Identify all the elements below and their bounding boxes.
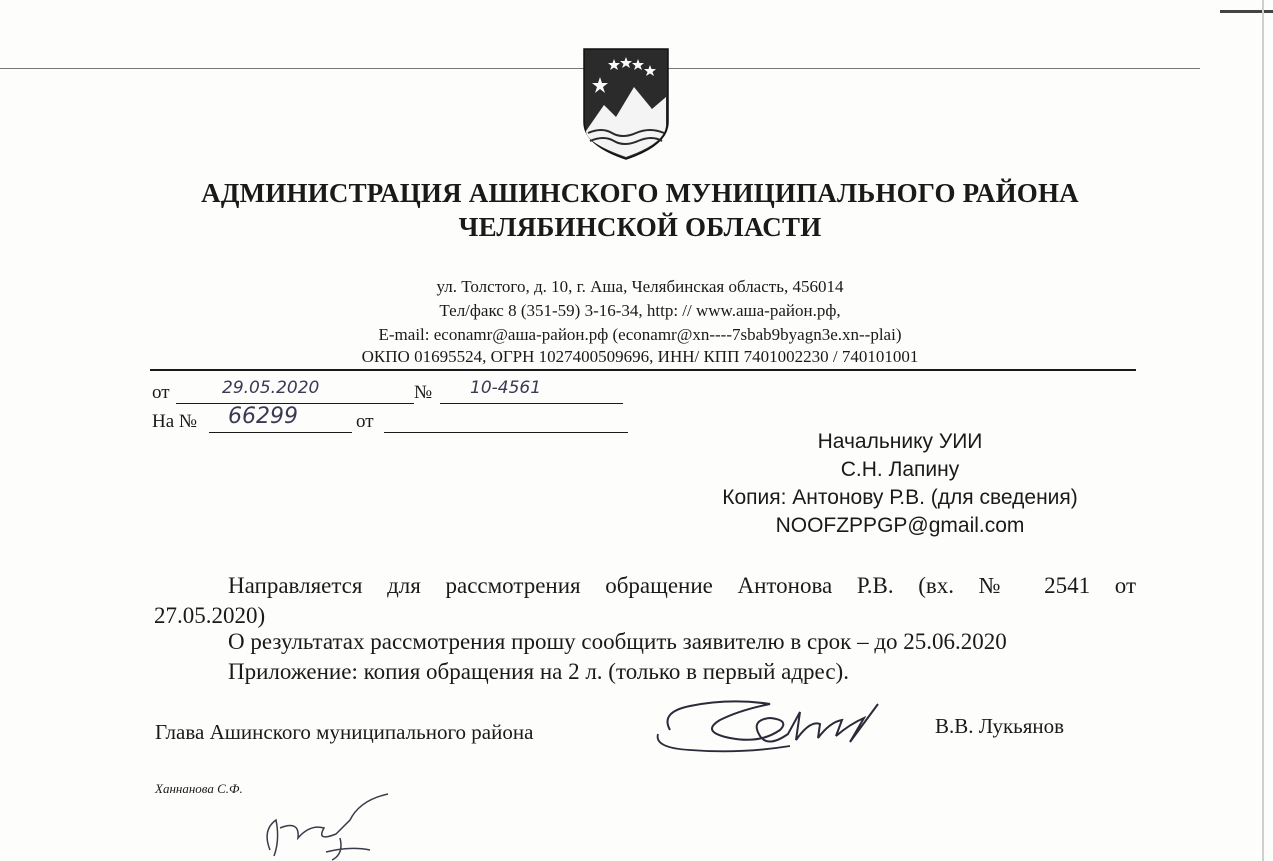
number-underline (440, 403, 623, 404)
coat-of-arms-icon (582, 47, 670, 160)
org-title-line2: ЧЕЛЯБИНСКОЙ ОБЛАСТИ (458, 212, 822, 242)
addressee-copy: Копия: Антонову Р.В. (для сведения) (722, 486, 1078, 509)
body-paragraph-3: Приложение: копия обращения на 2 л. (только в первый адрес). (228, 659, 849, 684)
header-rule (150, 369, 1136, 371)
org-title-line1: АДМИНИСТРАЦИЯ АШИНСКОГО МУНИЦИПАЛЬНОГО РАЙОНА (201, 178, 1079, 208)
body-paragraph-1-line-1: Направляется для рассмотрения обращение Антонова Р.В. (вх. № 2541 от (228, 573, 1136, 598)
handwritten-reply-number: 66299 (228, 404, 298, 429)
email-line: E-mail: econamr@аша-район.рф (econamr@xn----7sbab9byagn3e.xn--plai) (378, 325, 902, 344)
addressee-name: С.Н. Лапину (840, 458, 960, 481)
reply-number-label: На № (152, 411, 198, 432)
handwritten-number: 10-4561 (470, 378, 542, 398)
reply-from-label: от (356, 411, 374, 432)
addressee-email: NOOFZPPGP@gmail.com (775, 514, 1025, 537)
signature-icon (650, 690, 900, 760)
body-paragraph-2: О результатах рассмотрения прошу сообщить заявителю в срок – до 25.06.2020 (228, 629, 1007, 654)
reply-date-underline (384, 432, 628, 433)
handwritten-date: 29.05.2020 (222, 378, 320, 398)
signatory-name: В.В. Лукьянов (935, 714, 1065, 738)
executor-name: Ханнанова С.Ф. (155, 781, 243, 796)
from-label: от (152, 382, 170, 403)
registry-codes-line: ОКПО 01695524, ОГРН 1027400509696, ИНН/ КПП 7401002230 / 740101001 (361, 347, 919, 366)
phone-web-line: Тел/факс 8 (351-59) 3-16-34, http: // www.аша-район.рф, (439, 301, 841, 320)
body-paragraph-1-line-2: 27.05.2020) (154, 603, 266, 628)
number-label: № (414, 382, 433, 403)
scan-edge (1262, 0, 1264, 861)
address-line: ул. Толстого, д. 10, г. Аша, Челябинская область, 456014 (436, 277, 844, 296)
addressee-position: Начальнику УИИ (817, 430, 983, 453)
scan-corner-mark (1220, 10, 1273, 13)
signatory-position: Глава Ашинского муниципального района (155, 720, 534, 744)
executor-signature-icon (240, 790, 400, 861)
reply-number-underline (209, 432, 352, 433)
